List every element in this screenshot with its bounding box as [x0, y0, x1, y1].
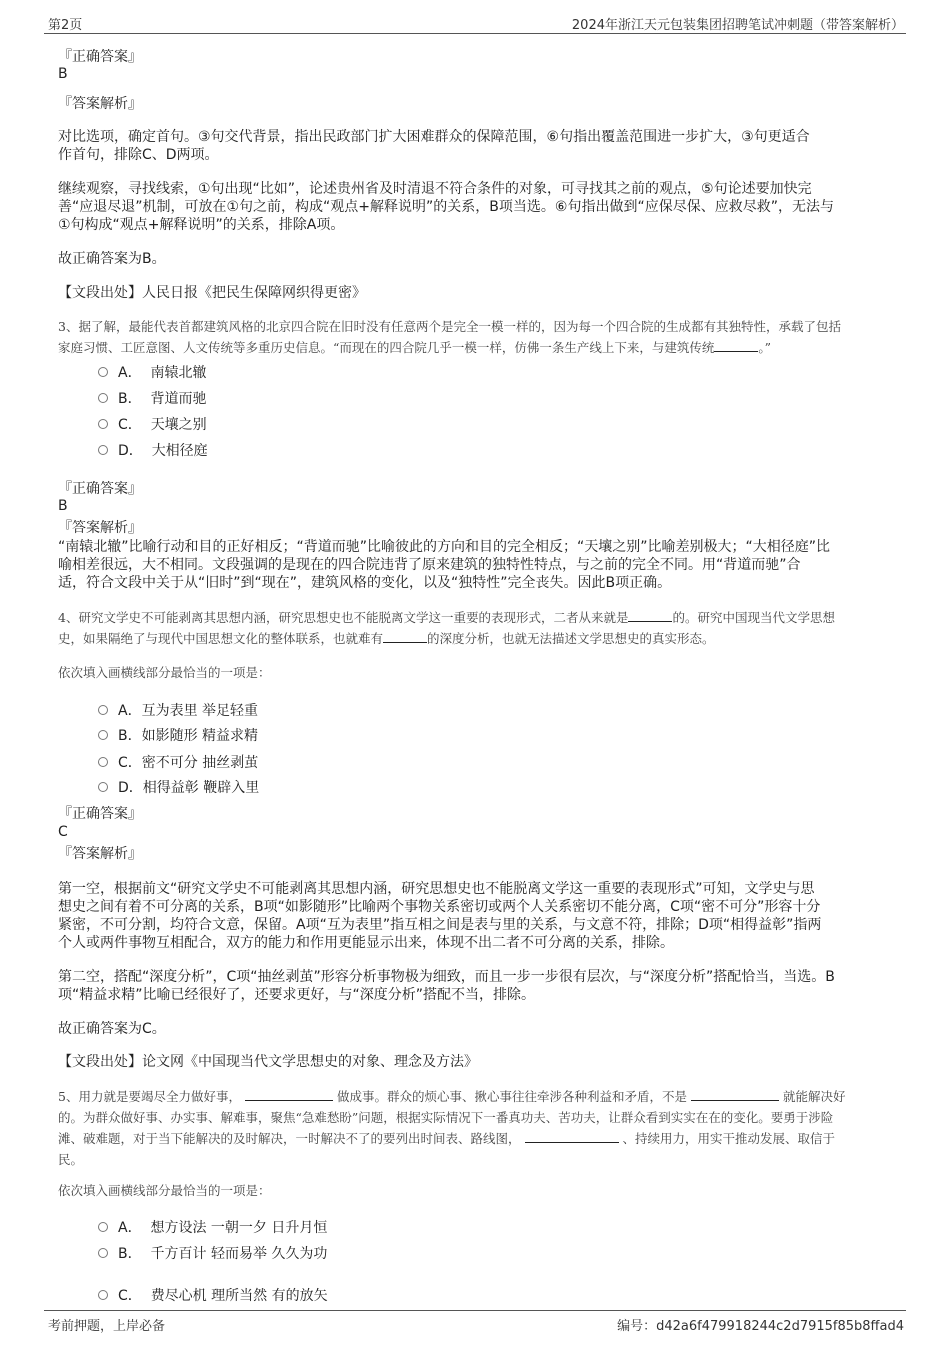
radio-icon[interactable] — [98, 1290, 108, 1300]
q3-analysis-line: 喻相差很远，大不相同。文段强调的是现在的四合院违背了原来建筑的独特性特点，与之前的完全不同。用“背道而驰”合 — [58, 557, 801, 573]
q5-stem-text: 、持续用力，用实干推动发展、取信于 — [622, 1131, 836, 1146]
q5-stem-text: 做成事。群众的烦心事、揪心事往往牵涉各种利益和矛盾，不是 — [336, 1089, 687, 1104]
q2-answer-label: 『正确答案』 — [58, 49, 142, 65]
q4-stem-line — [58, 607, 835, 628]
q4-stem-line — [58, 628, 715, 649]
document-title: 2024年浙江天元包装集团招聘笔试冲刺题（带答案解析） — [571, 18, 904, 33]
radio-icon[interactable] — [98, 367, 108, 377]
option-label: B． — [118, 1246, 142, 1262]
q4-prompt: 依次填入画横线部分最恰当的一项是： — [58, 665, 271, 680]
option-label: B． — [118, 391, 142, 407]
option-text: 背道而驰 — [150, 391, 207, 407]
q3-analysis-line: “南辕北辙”比喻行动和目的正好相反；“背道而驰”比喻彼此的方向和目的完全相反；“天壤之别”比喻差别极大；“大相径庭”比 — [58, 539, 831, 555]
q3-option-d[interactable] — [98, 440, 208, 460]
option-text: 密不可分 抽丝剥茧 — [141, 755, 259, 771]
q3-stem-line — [58, 337, 771, 358]
q4-answer-label: 『正确答案』 — [58, 806, 142, 822]
option-text: 大相径庭 — [151, 443, 208, 459]
q5-option-a[interactable] — [98, 1217, 327, 1237]
q4-analysis-line: 项“精益求精”比喻已经很好了，还要求更好，与“深度分析”搭配不当，排除。 — [58, 987, 536, 1003]
q4-analysis-line: 想史之间有着不可分离的关系，B项“如影随形”比喻两个事物关系密切或两个人关系密切不能分离，C项“密不可分”形容十分 — [58, 899, 821, 915]
q3-analysis-label: 『答案解析』 — [58, 520, 142, 536]
q5-stem-line: 的。为群众做好事、办实事、解难事，聚焦“急难愁盼”问题，根据实际情况下一番真功夫、苦功夫，让群众看到实实在在的变化。要勇于涉险 — [58, 1110, 834, 1125]
q5-stem-text: 5、用力就是要竭尽全力做好事， — [58, 1089, 241, 1104]
q5-prompt: 依次填入画横线部分最恰当的一项是： — [58, 1183, 271, 1198]
q2-analysis-line: 善“应退尽退”机制，可放在①句之前，构成“观点+解释说明”的关系，B项当选。⑥句指出做到“应保尽保、应救尽救”，无法与 — [58, 199, 834, 215]
q2-analysis-line: ①句构成“观点+解释说明”的关系，排除A项。 — [58, 217, 345, 233]
footer-slogan: 考前押题，上岸必备 — [48, 1319, 166, 1334]
q3-option-a[interactable] — [98, 362, 206, 382]
option-label: D． — [118, 780, 143, 796]
q2-answer: B — [58, 66, 68, 82]
code-value: d42a6f479918244c2d7915f85b8ffad4 — [656, 1319, 904, 1334]
q5-stem-line: 民。 — [58, 1152, 84, 1167]
option-text: 费尽心机 理所当然 有的放矢 — [150, 1288, 328, 1304]
code-label: 编号： — [617, 1319, 657, 1334]
radio-icon[interactable] — [98, 782, 108, 792]
radio-icon[interactable] — [98, 445, 108, 455]
q5-option-b[interactable] — [98, 1243, 327, 1263]
q4-option-b[interactable] — [98, 725, 258, 745]
radio-icon[interactable] — [98, 419, 108, 429]
q4-stem-text: 史，如果隔绝了与现代中国思想文化的整体联系，也就难有 — [58, 631, 384, 646]
q4-stem-text: 的深度分析，也就无法描述文学思想史的真实形态。 — [427, 631, 715, 646]
q3-option-c[interactable] — [98, 414, 207, 434]
q2-analysis-label: 『答案解析』 — [58, 96, 142, 112]
radio-icon[interactable] — [98, 1248, 108, 1258]
option-label: A． — [118, 365, 142, 381]
q2-analysis-line: 继续观察，寻找线索，①句出现“比如”，论述贵州省及时清退不符合条件的对象，可寻找其之前的观点，⑤句论述要加快完 — [58, 181, 812, 197]
q3-stem-text: 。” — [758, 340, 772, 355]
q5-option-c[interactable] — [98, 1285, 328, 1305]
q4-analysis-line: 第一空，根据前文“研究文学史不可能剥离其思想内涵，研究思想史也不能脱离文学这一重要的表现形式”可知，文学史与思 — [58, 881, 815, 897]
q4-analysis-line: 紧密，不可分割，均符合文意，保留。A项“互为表里”指互相之间是表与里的关系，与文意不符，排除；D项“相得益彰”指两 — [58, 917, 822, 933]
q4-option-d[interactable] — [98, 777, 259, 797]
q5-stem-line — [58, 1086, 846, 1107]
q2-source: 【文段出处】人民日报《把民生保障网织得更密》 — [58, 285, 366, 301]
option-label: A． — [118, 1220, 142, 1236]
radio-icon[interactable] — [98, 757, 108, 767]
option-label: D． — [118, 443, 143, 459]
q2-analysis-line: 作首句，排除C、D两项。 — [58, 147, 219, 163]
option-text: 想方设法 一朝一夕 日升月恒 — [150, 1220, 328, 1236]
option-label: B． — [118, 728, 142, 744]
q4-option-c[interactable] — [98, 752, 258, 772]
q3-stem-line: 3、据了解，最能代表首都建筑风格的北京四合院在旧时没有任意两个是完全一模一样的，因为每一个四合院的生成都有其独特性，承载了包括 — [58, 319, 841, 334]
q5-blank — [525, 1129, 619, 1143]
radio-icon[interactable] — [98, 705, 108, 715]
q5-stem-text: 就能解决好 — [782, 1089, 846, 1104]
q5-blank — [691, 1087, 779, 1101]
q4-blank — [628, 608, 672, 622]
q4-conclusion: 故正确答案为C。 — [58, 1021, 166, 1037]
q5-stem-line — [58, 1128, 835, 1149]
document-code — [617, 1315, 904, 1334]
radio-icon[interactable] — [98, 1222, 108, 1232]
q4-stem-text: 的。研究中国现当代文学思想 — [672, 610, 835, 625]
q4-analysis-line: 个人或两件事物互相配合，双方的能力和作用更能显示出来，体现不出二者不可分离的关系，排除。 — [58, 935, 674, 951]
option-text: 天壤之别 — [150, 417, 207, 433]
option-label: C． — [118, 755, 142, 771]
q4-analysis-label: 『答案解析』 — [58, 846, 142, 862]
q3-analysis-line: 适，符合文段中关于从“旧时”到“现在”，建筑风格的变化，以及“独特性”完全丧失。因此B项正确。 — [58, 575, 672, 591]
q4-blank — [383, 629, 427, 643]
option-text: 如影随形 精益求精 — [141, 728, 259, 744]
option-label: C． — [118, 1288, 142, 1304]
q4-source: 【文段出处】论文网《中国现当代文学思想史的对象、理念及方法》 — [58, 1054, 478, 1070]
option-label: C． — [118, 417, 142, 433]
option-text: 南辕北辙 — [150, 365, 207, 381]
q5-stem-text: 滩、破难题，对于当下能解决的及时解决，一时解决不了的要列出时间表、路线图， — [58, 1131, 521, 1146]
q4-answer: C — [58, 824, 68, 840]
q2-analysis-line: 对比选项，确定首句。③句交代背景，指出民政部门扩大困难群众的保障范围，⑥句指出覆盖范围进一步扩大，③句更适合 — [58, 129, 810, 145]
option-text: 千方百计 轻而易举 久久为功 — [150, 1246, 328, 1262]
page-number: 第2页 — [48, 18, 83, 33]
radio-icon[interactable] — [98, 393, 108, 403]
q3-option-b[interactable] — [98, 388, 207, 408]
option-text: 互为表里 举足轻重 — [141, 703, 259, 719]
q2-conclusion: 故正确答案为B。 — [58, 251, 166, 267]
radio-icon[interactable] — [98, 730, 108, 740]
q3-blank — [714, 338, 758, 352]
option-label: A． — [118, 703, 142, 719]
footer-divider — [44, 1310, 906, 1311]
q4-stem-text: 4、研究文学史不可能剥离其思想内涵，研究思想史也不能脱离文学这一重要的表现形式，二者从来就是 — [58, 610, 629, 625]
q3-answer-label: 『正确答案』 — [58, 481, 142, 497]
q3-stem-text: 家庭习惯、工匠意图、人文传统等多重历史信息。“而现在的四合院几乎一模一样，仿佛一条生产线上下来，与建筑传统 — [58, 340, 715, 355]
q4-option-a[interactable] — [98, 700, 258, 720]
header-divider — [44, 33, 906, 34]
q3-answer: B — [58, 498, 68, 514]
option-text: 相得益彰 鞭辟入里 — [142, 780, 260, 796]
q5-blank — [245, 1087, 333, 1101]
q4-analysis-line: 第二空，搭配“深度分析”，C项“抽丝剥茧”形容分析事物极为细致，而且一步一步很有层次，与“深度分析”搭配恰当，当选。B — [58, 969, 835, 985]
